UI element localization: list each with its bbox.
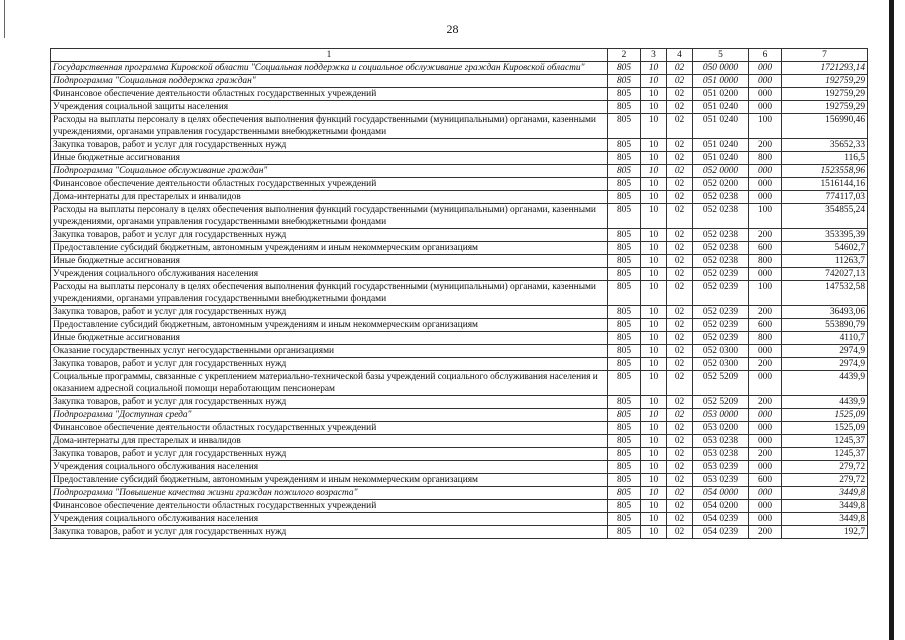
row-amount: 279,72 (782, 461, 868, 474)
row-name-cell: Расходы на выплаты персоналу в целях обеспечения выполнения функций государственными (муниципальными) органами, казенными учреждениями, органами управления государственными внебюджетными фондами (51, 204, 608, 229)
row-ministry-code: 805 (608, 255, 641, 268)
row-section-code: 10 (641, 461, 667, 474)
row-target-code: 051 0200 (693, 88, 749, 101)
row-target-code: 052 5209 (693, 396, 749, 409)
row-subsection-code: 02 (667, 396, 693, 409)
row-name-cell: Финансовое обеспечение деятельности областных государственных учреждений (51, 178, 608, 191)
row-section-code: 10 (641, 62, 667, 75)
row-subsection-code: 02 (667, 487, 693, 500)
row-section-code: 10 (641, 152, 667, 165)
table-row (51, 229, 868, 242)
table-row (51, 319, 868, 332)
table-row (51, 165, 868, 178)
row-name-cell: Закупка товаров, работ и услуг для государственных нужд (51, 306, 608, 319)
row-amount: 192759,29 (782, 101, 868, 114)
row-target-code: 051 0240 (693, 139, 749, 152)
header-cell-amount: 7 (782, 49, 868, 62)
row-amount: 116,5 (782, 152, 868, 165)
table-row (51, 152, 868, 165)
row-expense-type-code: 600 (749, 474, 782, 487)
row-subsection-code: 02 (667, 75, 693, 88)
row-amount: 192,7 (782, 526, 868, 539)
table-row (51, 62, 868, 75)
table-row (51, 114, 868, 139)
row-target-code: 052 0239 (693, 332, 749, 345)
row-name-cell: Закупка товаров, работ и услуг для государственных нужд (51, 526, 608, 539)
row-section-code: 10 (641, 139, 667, 152)
row-target-code: 051 0000 (693, 75, 749, 88)
row-expense-type-code: 000 (749, 513, 782, 526)
row-section-code: 10 (641, 306, 667, 319)
row-ministry-code: 805 (608, 152, 641, 165)
row-target-code: 052 5209 (693, 371, 749, 396)
header-cell-name: 1 (51, 49, 608, 62)
row-expense-type-code: 000 (749, 75, 782, 88)
row-amount: 147532,58 (782, 281, 868, 306)
row-target-code: 053 0238 (693, 435, 749, 448)
table-row (51, 306, 868, 319)
row-subsection-code: 02 (667, 332, 693, 345)
row-subsection-code: 02 (667, 178, 693, 191)
row-amount: 553890,79 (782, 319, 868, 332)
row-section-code: 10 (641, 319, 667, 332)
table-row (51, 75, 868, 88)
row-expense-type-code: 000 (749, 487, 782, 500)
row-expense-type-code: 200 (749, 396, 782, 409)
row-subsection-code: 02 (667, 371, 693, 396)
row-amount: 11263,7 (782, 255, 868, 268)
row-target-code: 052 0238 (693, 229, 749, 242)
row-amount: 35652,33 (782, 139, 868, 152)
row-subsection-code: 02 (667, 152, 693, 165)
row-ministry-code: 805 (608, 229, 641, 242)
row-name-cell: Учреждения социального обслуживания населения (51, 513, 608, 526)
row-name-cell: Иные бюджетные ассигнования (51, 152, 608, 165)
header-cell-target: 5 (693, 49, 749, 62)
row-section-code: 10 (641, 281, 667, 306)
row-ministry-code: 805 (608, 88, 641, 101)
row-name-cell: Предоставление субсидий бюджетным, автономным учреждениям и иным некоммерческим организациям (51, 319, 608, 332)
table-row (51, 242, 868, 255)
row-target-code: 052 0239 (693, 306, 749, 319)
table-row (51, 255, 868, 268)
row-name-cell: Подпрограмма "Доступная среда" (51, 409, 608, 422)
row-ministry-code: 805 (608, 75, 641, 88)
row-target-code: 052 0239 (693, 319, 749, 332)
row-ministry-code: 805 (608, 319, 641, 332)
row-subsection-code: 02 (667, 409, 693, 422)
row-target-code: 052 0239 (693, 268, 749, 281)
table-row (51, 513, 868, 526)
row-amount: 2974,9 (782, 358, 868, 371)
row-amount: 1523558,96 (782, 165, 868, 178)
row-ministry-code: 805 (608, 396, 641, 409)
row-subsection-code: 02 (667, 358, 693, 371)
row-expense-type-code: 000 (749, 435, 782, 448)
row-target-code: 054 0239 (693, 526, 749, 539)
row-target-code: 051 0240 (693, 152, 749, 165)
table-row (51, 345, 868, 358)
header-cell-section: 3 (641, 49, 667, 62)
row-ministry-code: 805 (608, 114, 641, 139)
row-expense-type-code: 000 (749, 409, 782, 422)
row-expense-type-code: 200 (749, 448, 782, 461)
table-row (51, 178, 868, 191)
row-expense-type-code: 200 (749, 526, 782, 539)
row-expense-type-code: 800 (749, 152, 782, 165)
row-amount: 1245,37 (782, 448, 868, 461)
row-subsection-code: 02 (667, 448, 693, 461)
row-expense-type-code: 200 (749, 358, 782, 371)
header-cell-ministry: 2 (608, 49, 641, 62)
row-subsection-code: 02 (667, 319, 693, 332)
scan-edge-bar (889, 0, 894, 640)
row-name-cell: Социальные программы, связанные с укреплением материально-технической базы учреждений социального обслуживания населения и оказанием адресной социальной помощи неработающим пенсионерам (51, 371, 608, 396)
row-subsection-code: 02 (667, 101, 693, 114)
row-amount: 353395,39 (782, 229, 868, 242)
row-section-code: 10 (641, 178, 667, 191)
row-name-cell: Закупка товаров, работ и услуг для государственных нужд (51, 229, 608, 242)
row-section-code: 10 (641, 500, 667, 513)
row-name-cell: Дома-интернаты для престарелых и инвалидов (51, 191, 608, 204)
row-amount: 1525,09 (782, 422, 868, 435)
row-amount: 3449,8 (782, 487, 868, 500)
row-expense-type-code: 100 (749, 281, 782, 306)
table-row (51, 487, 868, 500)
row-ministry-code: 805 (608, 371, 641, 396)
row-subsection-code: 02 (667, 306, 693, 319)
table-row (51, 281, 868, 306)
row-section-code: 10 (641, 409, 667, 422)
row-ministry-code: 805 (608, 448, 641, 461)
row-expense-type-code: 000 (749, 101, 782, 114)
table-row (51, 139, 868, 152)
row-target-code: 052 0238 (693, 204, 749, 229)
row-ministry-code: 805 (608, 242, 641, 255)
row-section-code: 10 (641, 474, 667, 487)
table-row (51, 396, 868, 409)
table-row (51, 88, 868, 101)
row-expense-type-code: 000 (749, 178, 782, 191)
row-amount: 742027,13 (782, 268, 868, 281)
row-section-code: 10 (641, 268, 667, 281)
row-ministry-code: 805 (608, 204, 641, 229)
row-amount: 36493,06 (782, 306, 868, 319)
row-subsection-code: 02 (667, 461, 693, 474)
row-target-code: 051 0240 (693, 101, 749, 114)
row-ministry-code: 805 (608, 101, 641, 114)
row-expense-type-code: 200 (749, 139, 782, 152)
row-subsection-code: 02 (667, 500, 693, 513)
row-amount: 4439,9 (782, 396, 868, 409)
row-subsection-code: 02 (667, 345, 693, 358)
row-expense-type-code: 200 (749, 306, 782, 319)
row-expense-type-code: 000 (749, 371, 782, 396)
row-expense-type-code: 000 (749, 422, 782, 435)
row-section-code: 10 (641, 526, 667, 539)
header-cell-subsection: 4 (667, 49, 693, 62)
row-amount: 4110,7 (782, 332, 868, 345)
row-name-cell: Закупка товаров, работ и услуг для государственных нужд (51, 448, 608, 461)
row-target-code: 053 0239 (693, 474, 749, 487)
row-section-code: 10 (641, 435, 667, 448)
table-row (51, 101, 868, 114)
row-ministry-code: 805 (608, 409, 641, 422)
row-target-code: 053 0000 (693, 409, 749, 422)
row-amount: 1721293,14 (782, 62, 868, 75)
row-ministry-code: 805 (608, 435, 641, 448)
row-name-cell: Закупка товаров, работ и услуг для государственных нужд (51, 139, 608, 152)
header-row (51, 49, 868, 62)
row-name-cell: Предоставление субсидий бюджетным, автономным учреждениям и иным некоммерческим организациям (51, 474, 608, 487)
table-row (51, 358, 868, 371)
row-section-code: 10 (641, 114, 667, 139)
page-number: 28 (446, 22, 459, 36)
table-row (51, 204, 868, 229)
row-section-code: 10 (641, 75, 667, 88)
row-target-code: 052 0238 (693, 242, 749, 255)
row-ministry-code: 805 (608, 461, 641, 474)
row-name-cell: Расходы на выплаты персоналу в целях обеспечения выполнения функций государственными (муниципальными) органами, казенными учреждениями, органами управления государственными внебюджетными фондами (51, 281, 608, 306)
row-ministry-code: 805 (608, 422, 641, 435)
row-section-code: 10 (641, 88, 667, 101)
row-amount: 54602,7 (782, 242, 868, 255)
row-expense-type-code: 000 (749, 461, 782, 474)
row-ministry-code: 805 (608, 513, 641, 526)
row-name-cell: Учреждения социальной защиты населения (51, 101, 608, 114)
row-expense-type-code: 000 (749, 268, 782, 281)
row-target-code: 053 0200 (693, 422, 749, 435)
row-subsection-code: 02 (667, 229, 693, 242)
row-subsection-code: 02 (667, 114, 693, 139)
row-name-cell: Государственная программа Кировской области "Социальная поддержка и социальное обслуживание граждан Кировской области" (51, 62, 608, 75)
row-subsection-code: 02 (667, 268, 693, 281)
row-expense-type-code: 800 (749, 255, 782, 268)
row-subsection-code: 02 (667, 513, 693, 526)
table-row (51, 422, 868, 435)
row-subsection-code: 02 (667, 62, 693, 75)
row-ministry-code: 805 (608, 358, 641, 371)
row-ministry-code: 805 (608, 332, 641, 345)
row-target-code: 052 0300 (693, 358, 749, 371)
row-name-cell: Иные бюджетные ассигнования (51, 332, 608, 345)
row-expense-type-code: 000 (749, 88, 782, 101)
row-section-code: 10 (641, 332, 667, 345)
row-target-code: 054 0000 (693, 487, 749, 500)
row-section-code: 10 (641, 242, 667, 255)
row-section-code: 10 (641, 358, 667, 371)
table-row (51, 371, 868, 396)
budget-table (50, 48, 868, 539)
row-ministry-code: 805 (608, 62, 641, 75)
row-section-code: 10 (641, 513, 667, 526)
row-amount: 279,72 (782, 474, 868, 487)
row-expense-type-code: 100 (749, 204, 782, 229)
row-amount: 3449,8 (782, 500, 868, 513)
row-section-code: 10 (641, 255, 667, 268)
row-section-code: 10 (641, 371, 667, 396)
row-expense-type-code: 000 (749, 191, 782, 204)
row-target-code: 054 0239 (693, 513, 749, 526)
row-name-cell: Иные бюджетные ассигнования (51, 255, 608, 268)
row-amount: 1516144,16 (782, 178, 868, 191)
row-expense-type-code: 000 (749, 165, 782, 178)
table-row (51, 332, 868, 345)
row-subsection-code: 02 (667, 435, 693, 448)
row-name-cell: Финансовое обеспечение деятельности областных государственных учреждений (51, 88, 608, 101)
row-ministry-code: 805 (608, 139, 641, 152)
row-target-code: 053 0238 (693, 448, 749, 461)
row-amount: 1525,09 (782, 409, 868, 422)
row-amount: 354855,24 (782, 204, 868, 229)
row-ministry-code: 805 (608, 526, 641, 539)
table-row (51, 474, 868, 487)
row-amount: 4439,9 (782, 371, 868, 396)
row-target-code: 052 0000 (693, 165, 749, 178)
row-expense-type-code: 000 (749, 345, 782, 358)
row-expense-type-code: 000 (749, 500, 782, 513)
row-section-code: 10 (641, 101, 667, 114)
row-subsection-code: 02 (667, 422, 693, 435)
row-subsection-code: 02 (667, 281, 693, 306)
row-section-code: 10 (641, 487, 667, 500)
row-amount: 3449,8 (782, 513, 868, 526)
row-name-cell: Закупка товаров, работ и услуг для государственных нужд (51, 358, 608, 371)
row-name-cell: Финансовое обеспечение деятельности областных государственных учреждений (51, 422, 608, 435)
row-section-code: 10 (641, 191, 667, 204)
row-target-code: 050 0000 (693, 62, 749, 75)
row-subsection-code: 02 (667, 165, 693, 178)
row-subsection-code: 02 (667, 88, 693, 101)
table-row (51, 268, 868, 281)
row-ministry-code: 805 (608, 487, 641, 500)
row-expense-type-code: 100 (749, 114, 782, 139)
row-amount: 192759,29 (782, 75, 868, 88)
row-target-code: 052 0238 (693, 255, 749, 268)
row-section-code: 10 (641, 396, 667, 409)
row-subsection-code: 02 (667, 191, 693, 204)
table-row (51, 526, 868, 539)
table-row (51, 500, 868, 513)
row-name-cell: Подпрограмма "Повышение качества жизни граждан пожилого возраста" (51, 487, 608, 500)
row-ministry-code: 805 (608, 500, 641, 513)
header-cell-expense-type: 6 (749, 49, 782, 62)
row-ministry-code: 805 (608, 165, 641, 178)
row-subsection-code: 02 (667, 474, 693, 487)
row-ministry-code: 805 (608, 474, 641, 487)
row-name-cell: Предоставление субсидий бюджетным, автономным учреждениям и иным некоммерческим организациям (51, 242, 608, 255)
row-target-code: 052 0238 (693, 191, 749, 204)
row-subsection-code: 02 (667, 242, 693, 255)
row-name-cell: Дома-интернаты для престарелых и инвалидов (51, 435, 608, 448)
row-target-code: 054 0200 (693, 500, 749, 513)
row-amount: 156990,46 (782, 114, 868, 139)
row-ministry-code: 805 (608, 281, 641, 306)
row-amount: 2974,9 (782, 345, 868, 358)
row-amount: 192759,29 (782, 88, 868, 101)
row-name-cell: Оказание государственных услуг негосударственными организациями (51, 345, 608, 358)
row-name-cell: Учреждения социального обслуживания населения (51, 461, 608, 474)
table-row (51, 461, 868, 474)
row-subsection-code: 02 (667, 526, 693, 539)
row-name-cell: Учреждения социального обслуживания населения (51, 268, 608, 281)
row-name-cell: Финансовое обеспечение деятельности областных государственных учреждений (51, 500, 608, 513)
row-ministry-code: 805 (608, 306, 641, 319)
row-expense-type-code: 600 (749, 242, 782, 255)
row-expense-type-code: 000 (749, 62, 782, 75)
row-ministry-code: 805 (608, 268, 641, 281)
row-section-code: 10 (641, 448, 667, 461)
row-target-code: 051 0240 (693, 114, 749, 139)
table-row (51, 191, 868, 204)
row-name-cell: Закупка товаров, работ и услуг для государственных нужд (51, 396, 608, 409)
table-row (51, 448, 868, 461)
row-section-code: 10 (641, 422, 667, 435)
row-target-code: 052 0300 (693, 345, 749, 358)
row-expense-type-code: 600 (749, 319, 782, 332)
row-target-code: 053 0239 (693, 461, 749, 474)
row-subsection-code: 02 (667, 204, 693, 229)
row-target-code: 052 0239 (693, 281, 749, 306)
table-row (51, 435, 868, 448)
row-name-cell: Расходы на выплаты персоналу в целях обеспечения выполнения функций государственными (муниципальными) органами, казенными учреждениями, органами управления государственными внебюджетными фондами (51, 114, 608, 139)
row-section-code: 10 (641, 345, 667, 358)
row-ministry-code: 805 (608, 345, 641, 358)
row-name-cell: Подпрограмма "Социальное обслуживание граждан" (51, 165, 608, 178)
row-amount: 774117,03 (782, 191, 868, 204)
row-subsection-code: 02 (667, 255, 693, 268)
row-expense-type-code: 200 (749, 229, 782, 242)
row-subsection-code: 02 (667, 139, 693, 152)
row-amount: 1245,37 (782, 435, 868, 448)
row-section-code: 10 (641, 204, 667, 229)
row-ministry-code: 805 (608, 178, 641, 191)
row-name-cell: Подпрограмма "Социальная поддержка граждан" (51, 75, 608, 88)
row-ministry-code: 805 (608, 191, 641, 204)
table-row (51, 409, 868, 422)
row-section-code: 10 (641, 165, 667, 178)
row-target-code: 052 0200 (693, 178, 749, 191)
row-expense-type-code: 800 (749, 332, 782, 345)
row-section-code: 10 (641, 229, 667, 242)
